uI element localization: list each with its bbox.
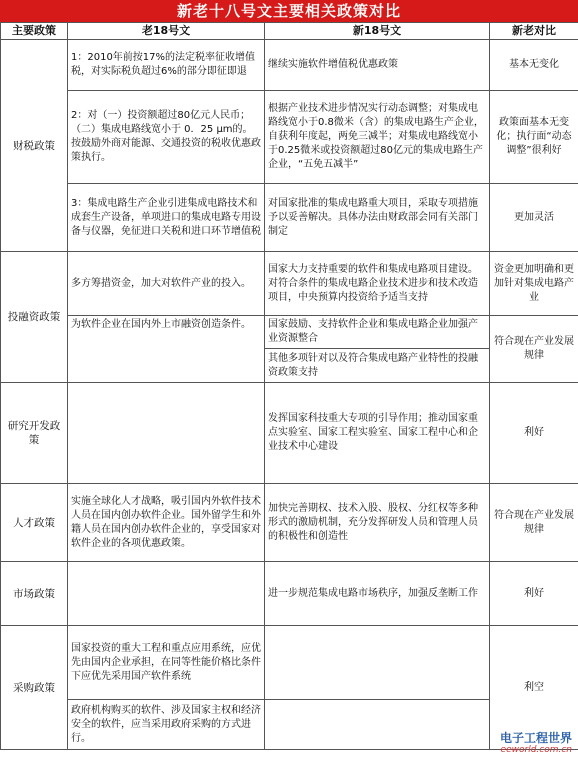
header-old: 老18号文: [68, 23, 265, 40]
header-row: [1, 23, 578, 40]
table-row: [1, 316, 578, 349]
old-cell: 2：对（一）投资额超过80亿元人民币；（二）集成电路线宽小于 0．25 μm的。按鼓励外商对能源、交通投资的税收优惠政策执行。: [68, 91, 265, 184]
old-cell: 1：2010年前按17%的法定税率征收增值税，对实际税负超过6%的部分即征即退: [68, 40, 265, 91]
old-cell: 为软件企业在国内外上市融资创造条件。: [68, 316, 265, 383]
table-row: [1, 626, 578, 700]
table-row: [1, 484, 578, 562]
new-cell: [265, 626, 490, 700]
compare-cell: 符合现在产业发展规律: [490, 316, 578, 383]
compare-cell: 政策面基本无变化；执行面“动态调整”很利好: [490, 91, 578, 184]
compare-cell: 符合现在产业发展规律: [490, 484, 578, 562]
new-cell: 加快完善期权、技术入股、股权、分红权等多种形式的激励机制，充分发挥研发人员和管理人员的积极性和创造性: [265, 484, 490, 562]
old-cell: 政府机构购买的软件、涉及国家主权和经济安全的软件，应当采用政府采购的方式进行。: [68, 700, 265, 750]
old-cell: 国家投资的重大工程和重点应用系统，应优先由国内企业承担，在同等性能价格比条件下应优先采用国产软件系统: [68, 626, 265, 700]
compare-cell: 更加灵活: [490, 184, 578, 252]
category-rnd: 研究开发政策: [1, 383, 68, 484]
compare-cell: 利好: [490, 562, 578, 626]
table-row: [1, 40, 578, 91]
old-cell: 实施全球化人才战略，吸引国内外软件技术人员在国内创办软件企业。国外留学生和外籍人员在国内创办软件企业的，享受国家对软件企业的各项优惠政策。: [68, 484, 265, 562]
new-cell: 根据产业技术进步情况实行动态调整；对集成电路线宽小于0.8微米（含）的集成电路生产企业，自获利年度起，两免三减半；对集成电路线宽小于0.25微米或投资额超过80亿元的集成电路生产企业，“五免五减半”: [265, 91, 490, 184]
old-cell: 多方筹措资金，加大对软件产业的投入。: [68, 252, 265, 316]
new-cell: 发挥国家科技重大专项的引导作用；推动国家重点实验室、国家工程实验室、国家工程中心和企业技术中心建设: [265, 383, 490, 484]
compare-cell: 资金更加明确和更加针对集成电路产业: [490, 252, 578, 316]
table-row: [1, 184, 578, 252]
page-title: 新老十八号文主要相关政策对比: [0, 0, 578, 22]
watermark-logo: [476, 732, 572, 758]
new-cell: 国家大力支持重要的软件和集成电路项目建设。对符合条件的集成电路企业技术进步和技术改造项目，中央预算内投资给予适当支持: [265, 252, 490, 316]
compare-cell: 基本无变化: [490, 40, 578, 91]
category-finance: 投融资政策: [1, 252, 68, 383]
old-cell: 3：集成电路生产企业引进集成电路技术和成套生产设备，单项进口的集成电路专用设备与仪器，免征进口关税和进口环节增值税: [68, 184, 265, 252]
header-category: 主要政策: [1, 23, 68, 40]
table-row: [1, 252, 578, 316]
category-market: 市场政策: [1, 562, 68, 626]
watermark-site: eeworld.com.cn: [500, 745, 572, 755]
category-talent: 人才政策: [1, 484, 68, 562]
old-cell: [68, 562, 265, 626]
compare-cell: 利空: [490, 626, 578, 750]
table-row: [1, 383, 578, 484]
table-row: [1, 91, 578, 184]
new-cell: 国家鼓励、支持软件企业和集成电路企业加强产业资源整合: [265, 316, 490, 349]
compare-cell: 利好: [490, 383, 578, 484]
new-cell: 继续实施软件增值税优惠政策: [265, 40, 490, 91]
category-procurement: 采购政策: [1, 626, 68, 750]
old-cell: [68, 383, 265, 484]
table-row: [1, 562, 578, 626]
category-tax: 财税政策: [1, 40, 68, 252]
new-cell: 其他多项针对以及符合集成电路产业特性的投融资政策支持: [265, 349, 490, 383]
watermark-brand: 电子工程世界: [499, 731, 572, 745]
new-cell: 进一步规范集成电路市场秩序，加强反垄断工作: [265, 562, 490, 626]
header-compare: 新老对比: [490, 23, 578, 40]
new-cell: [265, 700, 490, 750]
header-new: 新18号文: [265, 23, 490, 40]
policy-comparison-table: [0, 22, 578, 750]
new-cell: 对国家批准的集成电路重大项目，采取专项措施予以妥善解决。具体办法由财政部会同有关部门制定: [265, 184, 490, 252]
